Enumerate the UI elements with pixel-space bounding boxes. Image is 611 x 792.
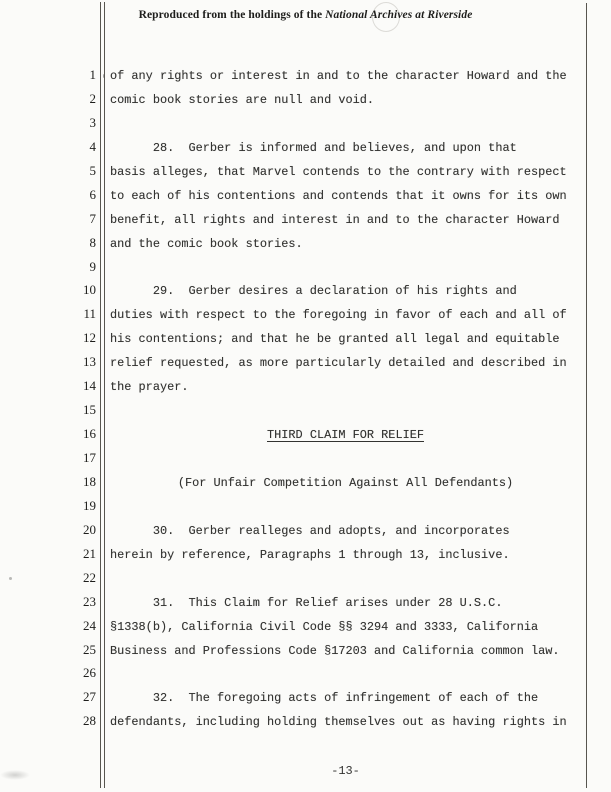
line-text: defendants, including holding themselves out as having rights in xyxy=(110,715,567,730)
line-number: 18 xyxy=(83,473,96,489)
line-text: (For Unfair Competition Against All Defendants) xyxy=(177,475,514,490)
line-text: 29. Gerber desires a declaration of his rights and xyxy=(110,284,517,299)
line-number: 7 xyxy=(89,210,96,226)
document-line xyxy=(0,255,611,279)
line-text: Business and Professions Code §17203 and California common law. xyxy=(110,643,560,658)
document-line xyxy=(0,398,611,422)
line-text: his contentions; and that he be granted all legal and equitable xyxy=(110,332,560,347)
line-number: 21 xyxy=(83,545,96,561)
line-number: 23 xyxy=(83,593,96,609)
line-text: herein by reference, Paragraphs 1 through 13, inclusive. xyxy=(110,547,510,562)
document-line xyxy=(0,470,611,494)
line-text: benefit, all rights and interest in and to the character Howard xyxy=(110,212,560,227)
line-number: 20 xyxy=(83,521,96,537)
line-text: the prayer. xyxy=(110,380,189,395)
line-number: 25 xyxy=(83,641,96,657)
document-line xyxy=(0,661,611,685)
line-number: 16 xyxy=(83,426,96,442)
document-line xyxy=(0,350,611,374)
line-number: 3 xyxy=(89,114,96,130)
line-text: relief requested, as more particularly detailed and described in xyxy=(110,356,567,371)
document-line xyxy=(0,183,611,207)
line-number: 11 xyxy=(83,306,96,322)
line-number: 10 xyxy=(83,282,96,298)
document-line xyxy=(0,685,611,709)
line-text: to each of his contentions and contends that it owns for its own xyxy=(110,188,567,203)
document-line xyxy=(0,446,611,470)
line-number: 2 xyxy=(89,90,96,106)
document-line xyxy=(0,374,611,398)
line-number: 27 xyxy=(83,689,96,705)
scan-smudge xyxy=(0,770,30,780)
line-number: 14 xyxy=(83,378,96,394)
line-text: of any rights or interest in and to the character Howard and the xyxy=(110,69,567,83)
line-number: 28 xyxy=(83,713,96,729)
line-number: 9 xyxy=(89,258,96,274)
document-line xyxy=(0,590,611,614)
line-number: 1 xyxy=(89,67,96,82)
line-number: 6 xyxy=(89,186,96,202)
line-number: 24 xyxy=(83,617,96,633)
document-line xyxy=(0,207,611,231)
line-text: basis alleges, that Marvel contends to the contrary with respect xyxy=(110,164,567,179)
document-line xyxy=(0,326,611,350)
line-text: §1338(b), California Civil Code §§ 3294 and 3333, California xyxy=(110,619,539,634)
document-line xyxy=(0,422,611,446)
document-line xyxy=(0,494,611,518)
document-line xyxy=(0,278,611,302)
line-number: 13 xyxy=(83,354,96,370)
document-line xyxy=(0,614,611,638)
document-line xyxy=(0,518,611,542)
document-line xyxy=(0,231,611,255)
line-text: 32. The foregoing acts of infringement of each of the xyxy=(110,691,539,706)
line-number: 12 xyxy=(83,330,96,346)
line-text: duties with respect to the foregoing in favor of each and all of xyxy=(110,308,567,323)
page-number: -13- xyxy=(331,764,360,778)
line-text: 31. This Claim for Relief arises under 28 U.S.C. xyxy=(110,595,503,610)
document-line xyxy=(0,566,611,590)
document-line xyxy=(0,135,611,159)
line-text: 28. Gerber is informed and believes, and upon that xyxy=(110,140,517,155)
line-number: 17 xyxy=(83,450,96,465)
line-number: 22 xyxy=(83,569,96,585)
document-line xyxy=(0,709,611,733)
line-text: comic book stories are null and void. xyxy=(110,92,375,107)
line-number: 8 xyxy=(89,234,96,250)
line-text: THIRD CLAIM FOR RELIEF xyxy=(267,428,424,443)
document-line xyxy=(0,159,611,183)
line-number: 19 xyxy=(83,497,96,513)
document-line xyxy=(0,63,611,87)
line-number: 15 xyxy=(83,402,96,418)
document-line xyxy=(0,111,611,135)
archive-reproduction-stamp xyxy=(0,9,611,21)
line-number: 5 xyxy=(89,162,96,178)
line-text: 30. Gerber realleges and adopts, and incorporates xyxy=(110,523,510,538)
stamp-archive-name: National Archives at Riverside xyxy=(325,9,473,21)
document-line xyxy=(0,638,611,662)
document-line xyxy=(0,87,611,111)
line-number: 4 xyxy=(89,138,96,154)
document-line xyxy=(0,542,611,566)
pleading-lines xyxy=(0,63,611,733)
stamp-text: Reproduced from the holdings of the xyxy=(138,9,326,21)
line-text: and the comic book stories. xyxy=(110,236,303,251)
document-line xyxy=(0,302,611,326)
line-number: 26 xyxy=(83,665,96,681)
